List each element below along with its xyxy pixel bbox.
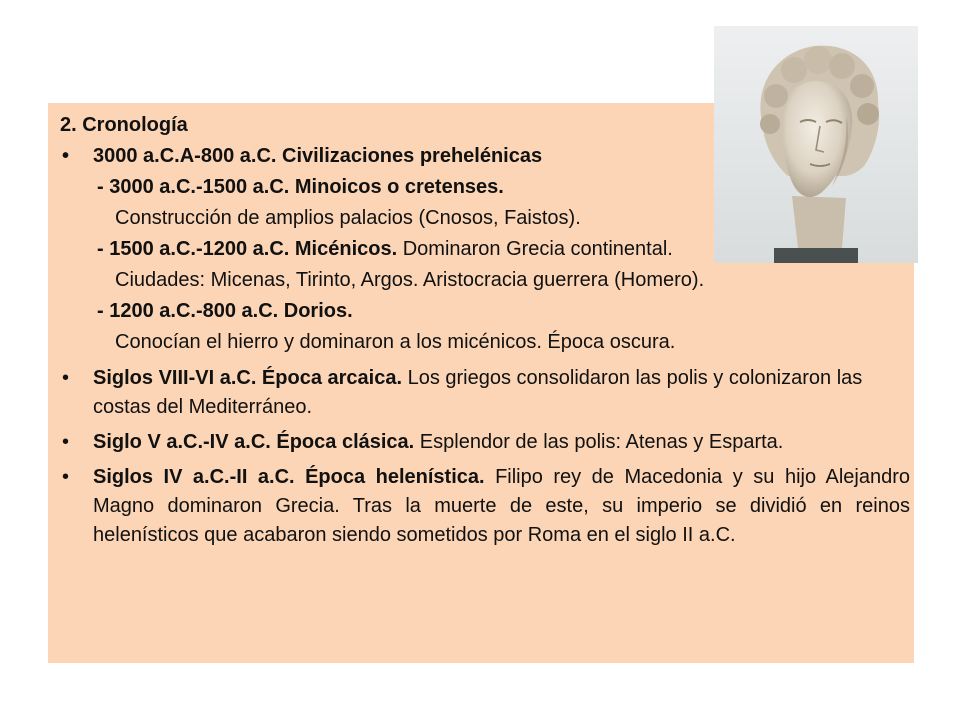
bullet-dot: • [62, 466, 70, 488]
sub-micenicos-desc: Ciudades: Micenas, Tirinto, Argos. Aristocracia guerrera (Homero). [115, 269, 705, 291]
sub-micenicos-text: Dominaron Grecia continental. [397, 238, 673, 260]
sub-dorios-title: - 1200 a.C.-800 a.C. Dorios. [97, 300, 353, 322]
bullet-helenistica [60, 463, 910, 550]
sub-minoicos-title: - 3000 a.C.-1500 a.C. Minoicos o cretenses. [97, 176, 504, 198]
bullet-dot: • [62, 145, 70, 167]
bullet-arcaica-text: Los griegos consolidaron las polis y colonizaron las costas del Mediterráneo. [93, 367, 863, 418]
alexander-bust-photo [714, 26, 918, 263]
bullet-prehellenic-title: 3000 a.C.A-800 a.C. Civilizaciones prehelénicas [93, 145, 543, 167]
bullet-clasica-text: Esplendor de las polis: Atenas y Esparta. [414, 431, 784, 453]
bullet-clasica-title: Siglo V a.C.-IV a.C. Época clásica. [93, 431, 415, 453]
bullet-arcaica [60, 364, 910, 422]
bullet-helenistica-title: Siglos IV a.C.-II a.C. Época helenística. [93, 466, 485, 488]
sub-dorios [60, 296, 910, 327]
sub-dorios-desc: Conocían el hierro y dominaron a los micénicos. Época oscura. [115, 331, 676, 353]
bullet-dot: • [62, 367, 70, 389]
slide-heading: 2. Cronología [60, 114, 188, 136]
sub-micenicos-title: - 1500 a.C.-1200 a.C. Micénicos. [97, 238, 398, 260]
sub-minoicos-desc: Construcción de amplios palacios (Cnosos, Faistos). [115, 207, 581, 229]
bullet-dot: • [62, 431, 70, 453]
bullet-clasica [60, 428, 910, 457]
bullet-helenistica-text: Filipo rey de Macedonia y su hijo Alejandro Magno dominaron Grecia. Tras la muerte de este, su imperio se dividió en reinos helenísticos que acabaron siendo sometidos por Roma en el siglo II a.C. [93, 466, 910, 546]
bullet-arcaica-title: Siglos VIII-VI a.C. Época arcaica. [93, 367, 403, 389]
marble-bust-icon [714, 26, 918, 263]
